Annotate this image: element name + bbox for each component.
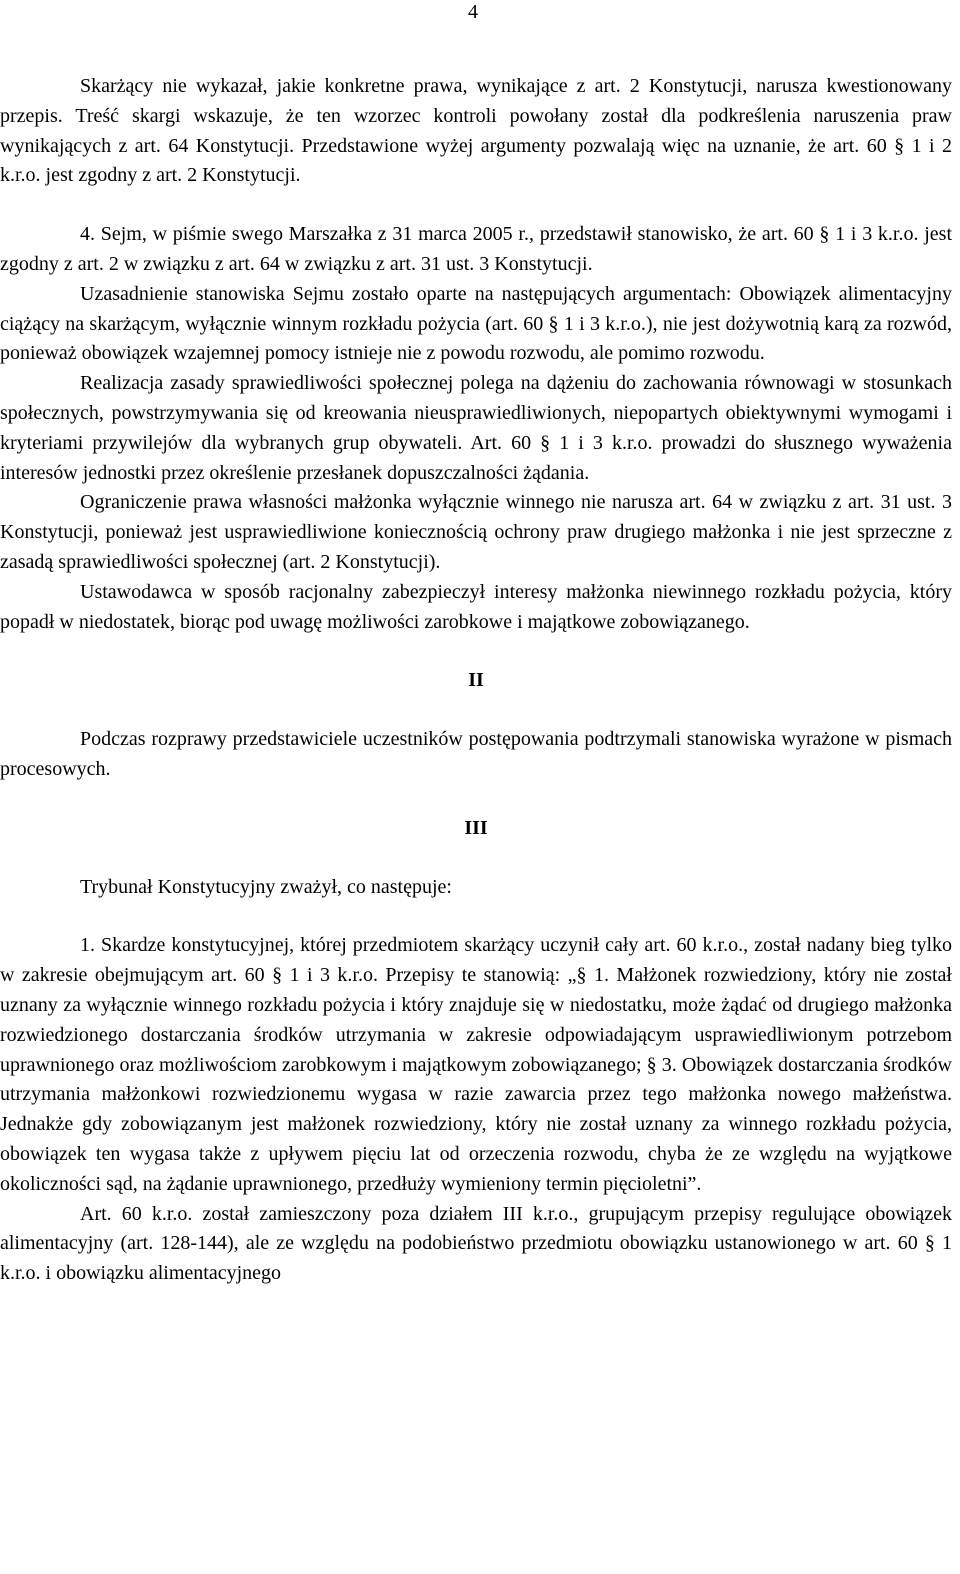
paragraph: Uzasadnienie stanowiska Sejmu zostało oparte na następujących argumentach: Obowiązek alimentacyjny ciążący na skarżącym, wyłącznie winnym rozkładu pożycia (art. 60 § 1 i 3 k.r.o.), nie jest dożywotnią karą za rozwód, ponieważ obowiązek wzajemnej pomocy istnieje nie z powodu rozwodu, ale pomimo rozwodu. — [0, 282, 952, 365]
paragraph: Podczas rozprawy przedstawiciele uczestników postępowania podtrzymali stanowiska wyrażone w pismach procesowych. — [0, 728, 952, 780]
paragraph: 1. Skardze konstytucyjnej, której przedmiotem skarżący uczynił cały art. 60 k.r.o., został nadany bieg tylko w zakresie obejmującym art. 60 § 1 i 3 k.r.o. Przepisy te stanowią: „§ 1. Małżonek rozwiedziony, który nie został uznany za wyłącznie winnego rozkładu pożycia i który znajduje się w niedostatku, może żądać od drugiego małżonka rozwiedzionego dostarczania środków utrzymania w zakresie odpowiadającym usprawiedliwionym potrzebom uprawnionego oraz możliwościom zarobkowym i majątkowym zobowiązanego; § 3. Obowiązek dostarczania środków utrzymania małżonkowi rozwiedzionemu wygasa w razie zawarcia przez tego małżonka nowego małżeństwa. Jednakże gdy zobowiązanym jest małżonek rozwiedziony, który nie został uznany za winnego rozkładu pożycia, obowiązek ten wygasa także z upływem pięciu lat od orzeczenia rozwodu, chyba że ze względu na wyjątkowe okoliczności sąd, na żądanie uprawnionego, przedłuży wymieniony termin pięcioletni”. — [0, 934, 952, 1195]
paragraph-gap — [0, 785, 952, 814]
paragraph: Skarżący nie wykazał, jakie konkretne prawa, wynikające z art. 2 Konstytucji, narusza kwestionowany przepis. Treść skargi wskazuje, że ten wzorzec kontroli powołany został dla podkreślenia naruszenia praw wynikających z art. 64 Konstytucji. Przedstawione wyżej argumenty pozwalają więc na uznanie, że art. 60 § 1 i 2 k.r.o. jest zgodny z art. 2 Konstytucji. — [0, 75, 952, 187]
paragraph: Ustawodawca w sposób racjonalny zabezpieczył interesy małżonka niewinnego rozkładu pożycia, który popadł w niedostatek, biorąc pod uwagę możliwości zarobkowe i majątkowe zobowiązanego. — [0, 580, 952, 633]
paragraph: Trybunał Konstytucyjny zważył, co następuje: — [80, 875, 452, 898]
paragraph: Ograniczenie prawa własności małżonka wyłącznie winnego nie narusza art. 64 w związku z art. 31 ust. 3 Konstytucji, ponieważ jest usprawiedliwione koniecznością ochrony praw drugiego małżonka i nie jest sprzeczne z zasadą sprawiedliwości społecznej (art. 2 Konstytucji). — [0, 491, 952, 573]
paragraph: Art. 60 k.r.o. został zamieszczony poza działem III k.r.o., grupującym przepisy regulujące obowiązek alimentacyjny (art. 128-144), ale ze względu na podobieństwo przedmiotu obowiązku ustanowionego w art. 60 § 1 k.r.o. i obowiązku alimentacyjnego — [0, 1202, 952, 1285]
paragraph-gap — [0, 844, 952, 873]
paragraph-gap — [0, 191, 952, 220]
page-number: 4 — [468, 1, 478, 23]
section-heading-ii: II — [468, 669, 484, 692]
paragraph: 4. Sejm, w piśmie swego Marszałka z 31 marca 2005 r., przedstawił stanowisko, że art. 60 § 1 i 3 k.r.o. jest zgodny z art. 2 w związku z art. 64 w związku z art. 31 ust. 3 Konstytucji. — [0, 223, 952, 275]
section-heading-iii: III — [464, 816, 488, 839]
paragraph-gap — [0, 902, 952, 931]
paragraph: Realizacja zasady sprawiedliwości społecznej polega na dążeniu do zachowania równowagi w stosunkach społecznych, powstrzymywania się od kreowania nieusprawiedliwionych, niepopartych obiektywnymi wymogami i kryteriami przywilejów dla wybranych grup obywateli. Art. 60 § 1 i 3 k.r.o. prowadzi do słusznego wyważenia interesów jednostki przez określenie przesłanek dopuszczalności żądania. — [0, 372, 952, 484]
paragraph-gap — [0, 696, 952, 725]
paragraph-gap — [0, 637, 952, 666]
document-body — [0, 72, 952, 1289]
